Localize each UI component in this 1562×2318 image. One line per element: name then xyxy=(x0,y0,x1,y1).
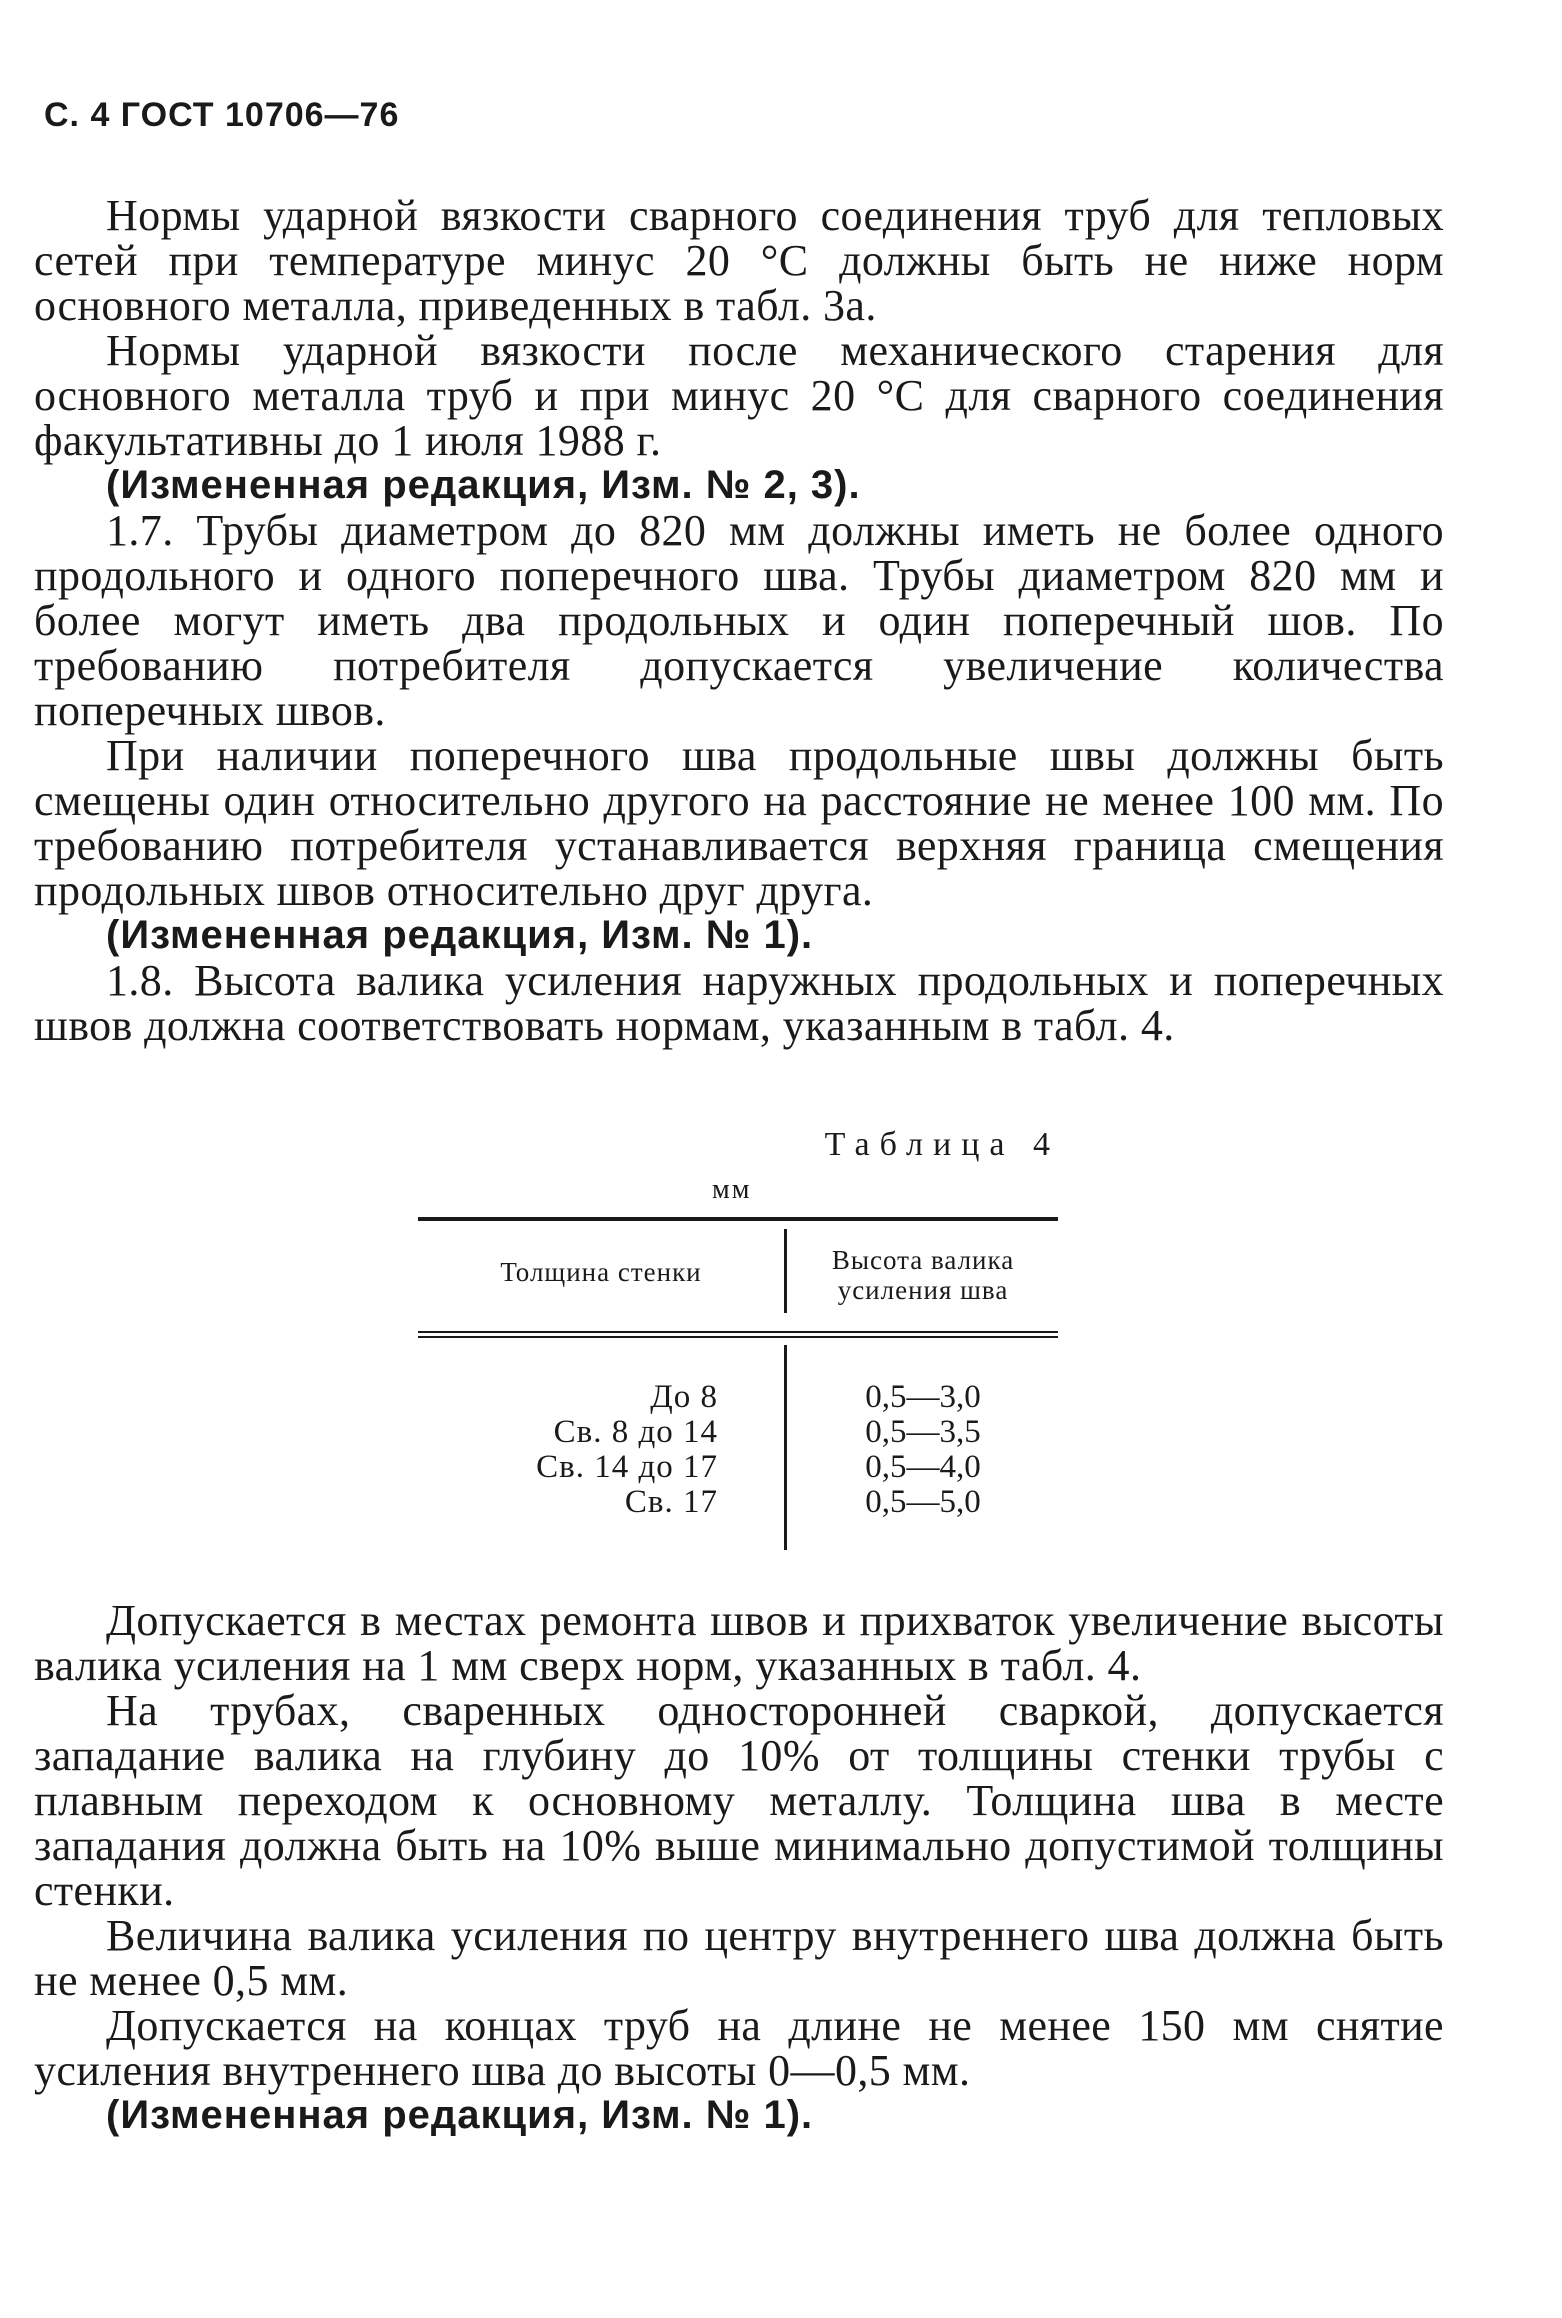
table-header-bead-height: Высота валика усиления шва xyxy=(831,1245,1015,1305)
table-cell-bead-height: 0,5—4,0 xyxy=(865,1449,981,1485)
running-head: С. 4 ГОСТ 10706—76 xyxy=(44,96,400,134)
table-column-divider xyxy=(784,1345,787,1550)
paragraph-inner-seam-bead: Величина валика усиления по центру внутреннего шва должна быть не менее 0,5 мм. xyxy=(34,1911,1444,2005)
table-cell-thickness: Св. 17 xyxy=(624,1484,718,1520)
top-text-block xyxy=(34,193,1444,1048)
paragraph-seam-offset: При наличии поперечного шва продольные швы должны быть смещены один относительно другого на расстояние не менее 100 мм. По требованию потребителя устанавливается верхняя граница смещения продольных швов относительно друг друга. xyxy=(34,731,1444,915)
bottom-text-block xyxy=(34,1598,1444,2138)
paragraph-repair-allowance: Допускается в местах ремонта швов и прихваток увеличение высоты валика усиления на 1 мм сверх норм, указанных в табл. 4. xyxy=(34,1596,1444,1690)
weld-reinforcement-table xyxy=(418,1217,1058,1550)
amendment-note: (Измененная редакция, Изм. № 1). xyxy=(106,913,814,957)
table-header-rule xyxy=(418,1331,1058,1338)
table-cell-bead-height: 0,5—3,0 xyxy=(865,1379,981,1415)
paragraph-impact-strength-aging: Нормы ударной вязкости после механического старения для основного металла труб и при минус 20 °С для сварного соединения факультативны до 1 июля 1988 г. xyxy=(34,326,1444,465)
table-top-rule xyxy=(418,1217,1058,1221)
paragraph-clause-1-7: 1.7. Трубы диаметром до 820 мм должны иметь не более одного продольного и одного поперечного шва. Трубы диаметром 820 мм и более могут иметь два продольных и один поперечный шов. По требованию потребителя допускается увеличение количества поперечных швов. xyxy=(34,506,1444,735)
table-cell-bead-height: 0,5—5,0 xyxy=(865,1484,981,1520)
table-header-wall-thickness: Толщина стенки xyxy=(500,1257,702,1287)
table-column-divider xyxy=(784,1229,787,1313)
table-cell-thickness: Св. 8 до 14 xyxy=(553,1414,718,1450)
table-cell-thickness: Св. 14 до 17 xyxy=(536,1449,718,1485)
paragraph-one-sided-welding: На трубах, сваренных односторонней сваркой, допускается западание валика на глубину до 10% от толщины стенки трубы с плавным переходом к основному металлу. Толщина шва в месте западания должна быть на 10% выше минимально допустимой толщины стенки. xyxy=(34,1686,1444,1915)
paragraph-pipe-ends: Допускается на концах труб на длине не менее 150 мм снятие усиления внутреннего шва до высоты 0—0,5 мм. xyxy=(34,2001,1444,2095)
paragraph-clause-1-8: 1.8. Высота валика усиления наружных продольных и поперечных швов должна соответствовать нормам, указанным в табл. 4. xyxy=(34,956,1444,1050)
table-cell-thickness: До 8 xyxy=(650,1379,718,1415)
table-cell-bead-height: 0,5—3,5 xyxy=(865,1414,981,1450)
paragraph-impact-strength-heating: Нормы ударной вязкости сварного соединения труб для тепловых сетей при температуре минус 20 °С должны быть не ниже норм основного металла, приведенных в табл. 3а. xyxy=(34,191,1444,330)
amendment-note: (Измененная редакция, Изм. № 2, 3). xyxy=(106,463,861,507)
table-caption: Таблица 4 xyxy=(824,1126,1060,1163)
amendment-note: (Измененная редакция, Изм. № 1). xyxy=(106,2093,814,2137)
table-units: мм xyxy=(712,1174,752,1205)
